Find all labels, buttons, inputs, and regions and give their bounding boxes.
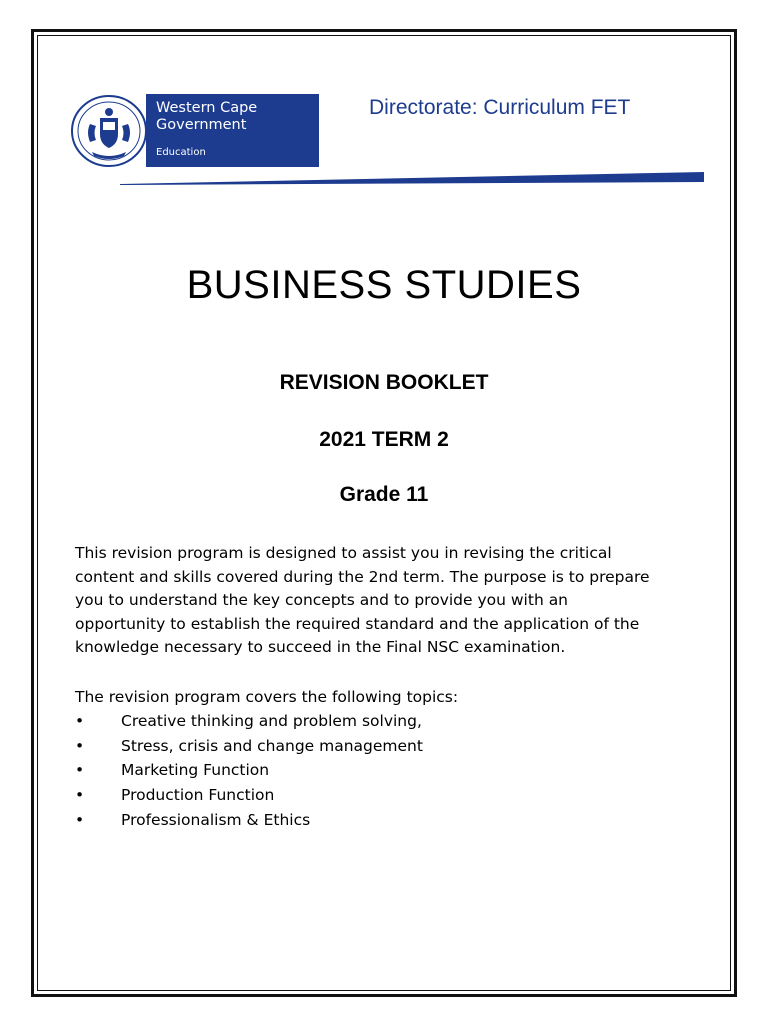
logo-text-line3: Education	[156, 147, 206, 158]
topic-label: Production Function	[121, 786, 275, 805]
intro-line: content and skills covered during the 2nd term. The purpose is to prepare	[75, 567, 650, 586]
topics-lead-text: The revision program covers the following topics:	[75, 688, 459, 706]
directorate-heading: Directorate: Curriculum FET	[369, 96, 631, 119]
list-item	[75, 758, 705, 783]
bullet-icon: •	[75, 712, 85, 730]
government-logo	[146, 94, 319, 167]
list-item	[75, 783, 705, 808]
term-label: 2021 TERM 2	[319, 428, 449, 451]
list-item	[75, 709, 705, 734]
list-item	[75, 808, 705, 833]
logo-text-line1: Western Cape	[156, 100, 258, 116]
topic-label: Creative thinking and problem solving,	[121, 712, 422, 730]
header-swoosh-line	[120, 170, 704, 186]
document-title: BUSINESS STUDIES	[186, 263, 582, 307]
bullet-icon: •	[75, 736, 85, 755]
logo-text-line2: Government	[156, 117, 247, 133]
topic-label: Marketing Function	[121, 761, 270, 780]
intro-line: opportunity to establish the required standard and the application of the	[75, 614, 640, 633]
topic-label: Professionalism & Ethics	[121, 810, 311, 829]
list-item	[75, 734, 705, 759]
bullet-icon: •	[75, 786, 85, 805]
intro-line: This revision program is designed to assist you in revising the critical	[75, 544, 612, 562]
topics-list	[75, 709, 705, 833]
intro-line: knowledge necessary to succeed in the Final NSC examination.	[75, 638, 566, 657]
grade-label: Grade 11	[339, 483, 429, 506]
bullet-icon: •	[75, 810, 85, 829]
intro-line: you to understand the key concepts and to provide you with an	[75, 591, 569, 610]
bullet-icon: •	[75, 761, 85, 780]
document-subtitle: REVISION BOOKLET	[279, 371, 489, 394]
intro-paragraph	[75, 542, 705, 660]
coat-of-arms-icon	[70, 94, 148, 168]
topic-label: Stress, crisis and change management	[121, 736, 423, 755]
